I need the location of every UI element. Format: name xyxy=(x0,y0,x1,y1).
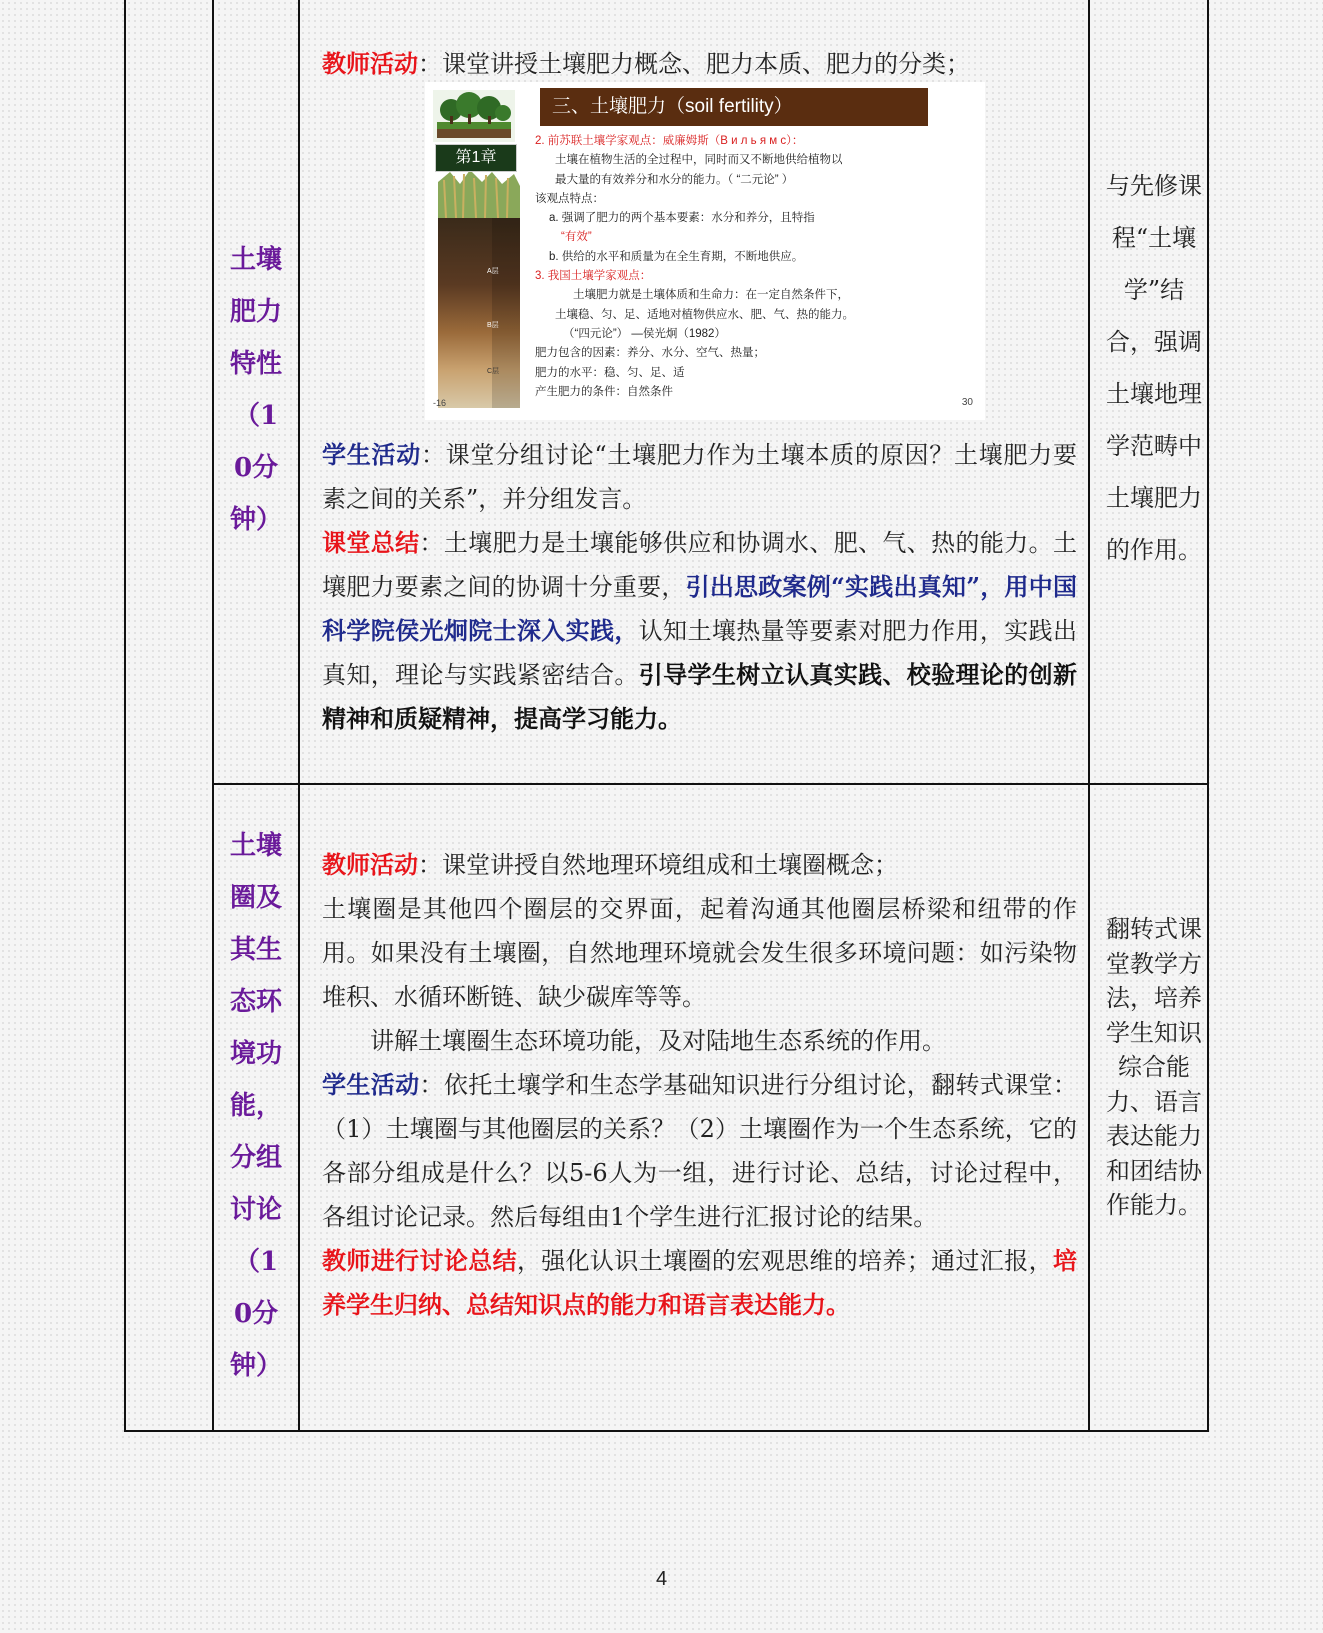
column-divider-3 xyxy=(1088,0,1090,1432)
row-divider xyxy=(212,783,1209,785)
column-divider-1 xyxy=(212,0,214,1432)
slide-title: 三、土壤肥力（soil fertility） xyxy=(540,88,928,126)
slide-line: 土壤稳、匀、足、适地对植物供应水、肥、气、热的能力。 xyxy=(555,308,854,321)
row1-note: 与先修课程“土壤学”结合，强调土壤地理学范畴中土壤肥力的作用。 xyxy=(1106,172,1202,564)
horizon-label-c: C层 xyxy=(487,368,500,375)
slide-line: “有效” xyxy=(561,231,592,244)
soil-fertility-slide xyxy=(425,82,985,420)
slide-line: 肥力包含的因素：养分、水分、空气、热量； xyxy=(535,347,765,360)
summary-label: 课堂总结 xyxy=(322,528,420,557)
row2-content xyxy=(322,843,1077,1327)
summary-emphasis: 引导学生树立认真实践、校验理论的创新精神和质疑精神，提高学习能力。 xyxy=(322,660,1077,733)
summary-text: ：土壤肥力是土壤能够供应和协调水、肥、气、热的能力。土壤肥力要素之间的协调十分重要， xyxy=(322,529,1078,601)
teacher-activity-label: 教师活动 xyxy=(322,49,418,78)
table-border-left xyxy=(124,0,126,1432)
slide-line: （“四元论”） —侯光炯（1982） xyxy=(563,327,726,340)
horizon-label-b: B层 xyxy=(487,322,499,329)
slide-line: a. 强调了肥力的两个基本要素：水分和养分，且特指 xyxy=(549,212,815,225)
discussion-summary-label: 教师进行讨论总结 xyxy=(322,1246,517,1275)
table-border-right xyxy=(1207,0,1209,1432)
slide-line: 肥力的水平：稳、匀、足、适 xyxy=(535,366,685,379)
slide-line: 3. 我国土壤学家观点： xyxy=(535,270,652,283)
discussion-summary-emphasis: 培养学生归纳、总结知识点的能力和语言表达能力。 xyxy=(322,1246,1078,1319)
slide-line: 土壤在植物生活的全过程中，同时而又不断地供给植物以 xyxy=(555,154,843,167)
teacher-activity-text: ：课堂讲授土壤肥力概念、肥力本质、肥力的分类； xyxy=(418,50,970,78)
ecology-function-paragraph: 讲解土壤圈生态环境功能，及对陆地生态系统的作用。 xyxy=(370,1027,946,1055)
slide-line: 2. 前苏联土壤学家观点：威廉姆斯（В и л ь я м с）： xyxy=(535,135,804,147)
table-border-bottom xyxy=(124,1430,1209,1432)
page-number: 4 xyxy=(655,1568,668,1590)
row1-topic: 土壤肥力特性（10分钟） xyxy=(229,245,282,535)
row2-note: 翻转式课堂教学方法，培养学生知识综合能力、语言表达能力和团结协作能力。 xyxy=(1106,915,1202,1219)
summary-ideology-case: 引出思政案例“实践出真知”，用中国科学院侯光炯院士深入实践， xyxy=(322,572,1078,645)
tree-logo-icon xyxy=(433,90,515,142)
row2-topic: 土壤圈及其生态环境功能，分组讨论（10分钟） xyxy=(229,831,282,1381)
soil-sphere-paragraph: 土壤圈是其他四个圈层的交界面，起着沟通其他圈层桥梁和纽带的作用。如果没有土壤圈，自然地理环境就会发生很多环境问题：如污染物堆积、水循环断链、缺少碳库等等。 xyxy=(322,895,1077,1011)
column-divider-2 xyxy=(298,0,300,1432)
horizon-label-a: A层 xyxy=(487,268,499,275)
slide-line: 最大量的有效养分和水分的能力。（ “二元论” ） xyxy=(555,173,794,186)
student-activity-label-2: 学生活动 xyxy=(322,1070,420,1099)
slide-line: 土壤肥力就是土壤体质和生命力：在一定自然条件下， xyxy=(573,289,849,302)
slide-page-left: -16 xyxy=(433,398,447,408)
teacher-activity-text-2: ：课堂讲授自然地理环境组成和土壤圈概念； xyxy=(418,851,898,879)
slide-page-number: 30 xyxy=(961,397,973,408)
summary-text-2: 认知土壤热量等要素对肥力作用，实践出真知，理论与实践紧密结合。 xyxy=(322,617,1077,689)
student-activity-text-2: ：依托土壤学和生态学基础知识进行分组讨论，翻转式课堂：（1）土壤圈与其他圈层的关系？（2）土壤圈作为一个生态系统，它的各部分组成是什么？以5-6人为一组，进行讨论、总结，讨论过程中，各组讨论记录。然后每组由1个学生进行汇报讨论的结果。 xyxy=(322,1071,1078,1231)
student-activity-text: ：课堂分组讨论“土壤肥力作为土壤本质的原因？土壤肥力要素之间的关系”，并分组发言。 xyxy=(322,441,1077,513)
slide-line: 该观点特点： xyxy=(535,192,604,205)
soil-profile-image xyxy=(430,172,525,412)
slide-body xyxy=(535,132,975,402)
row1-student-and-summary xyxy=(322,433,1077,741)
chapter-badge: 第1章 xyxy=(435,144,517,172)
student-activity-label: 学生活动 xyxy=(322,440,422,469)
teacher-activity-label-2: 教师活动 xyxy=(322,850,418,879)
slide-line: b. 供给的水平和质量为在全生育期，不断地供应。 xyxy=(549,250,804,263)
discussion-summary-text: ，强化认识土壤圈的宏观思维的培养；通过汇报， xyxy=(516,1247,1054,1275)
row1-teacher-activity xyxy=(322,42,1077,86)
slide-line: 产生肥力的条件：自然条件 xyxy=(535,385,673,398)
